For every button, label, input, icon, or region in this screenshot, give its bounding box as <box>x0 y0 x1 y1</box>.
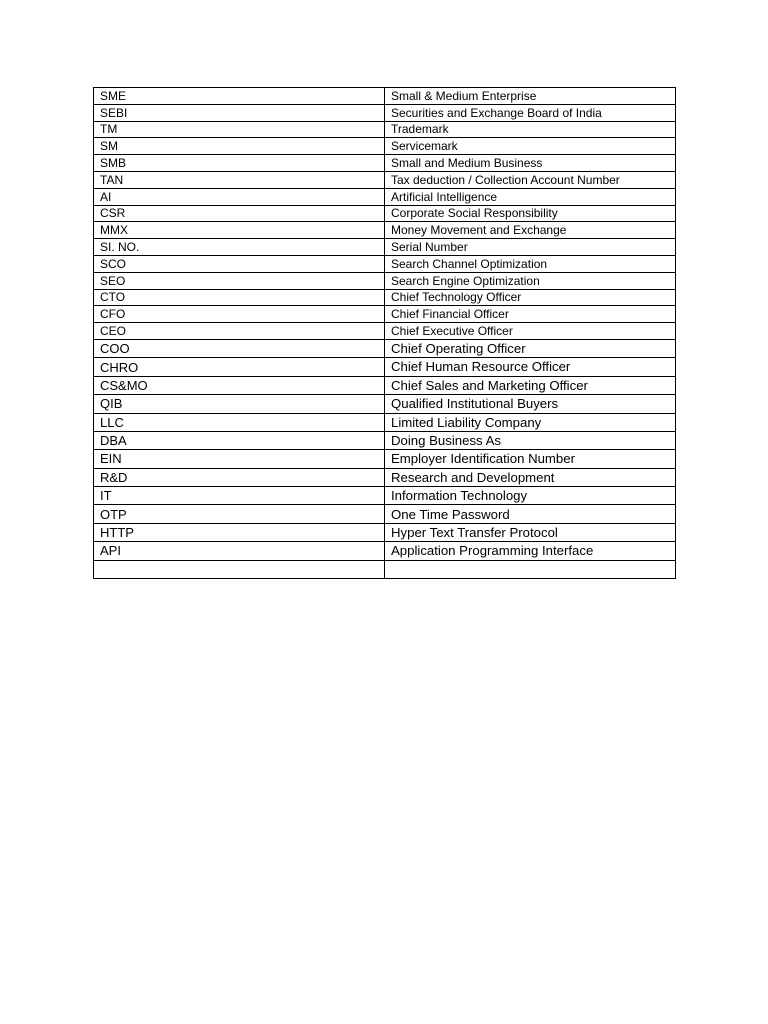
abbreviation-cell: SME <box>94 88 385 105</box>
table-row <box>94 104 676 121</box>
abbreviation-cell: SI. NO. <box>94 239 385 256</box>
meaning-cell: Doing Business As <box>385 431 676 449</box>
meaning-cell: Employer Identification Number <box>385 450 676 468</box>
table-row <box>94 413 676 431</box>
abbreviation-cell: R&D <box>94 468 385 486</box>
table-row <box>94 468 676 486</box>
table-row <box>94 542 676 560</box>
meaning-cell: Money Movement and Exchange <box>385 222 676 239</box>
meaning-cell: Chief Human Resource Officer <box>385 358 676 376</box>
table-row <box>94 121 676 138</box>
meaning-cell: One Time Password <box>385 505 676 523</box>
meaning-cell: Application Programming Interface <box>385 542 676 560</box>
table-row <box>94 395 676 413</box>
meaning-cell: Servicemark <box>385 138 676 155</box>
abbreviation-cell: SCO <box>94 255 385 272</box>
abbreviation-cell: CSR <box>94 205 385 222</box>
meaning-cell: Qualified Institutional Buyers <box>385 395 676 413</box>
abbreviation-cell: QIB <box>94 395 385 413</box>
abbreviation-cell: CTO <box>94 289 385 306</box>
table-row <box>94 306 676 323</box>
table-row <box>94 272 676 289</box>
meaning-cell: Chief Financial Officer <box>385 306 676 323</box>
abbreviations-table-body <box>94 88 676 579</box>
meaning-cell: Trademark <box>385 121 676 138</box>
abbreviation-cell: IT <box>94 487 385 505</box>
table-row <box>94 171 676 188</box>
meaning-cell: Search Channel Optimization <box>385 255 676 272</box>
abbreviation-cell: SMB <box>94 155 385 172</box>
abbreviation-cell: DBA <box>94 431 385 449</box>
abbreviation-cell: OTP <box>94 505 385 523</box>
meaning-cell: Information Technology <box>385 487 676 505</box>
meaning-cell: Small and Medium Business <box>385 155 676 172</box>
abbreviation-cell: CEO <box>94 323 385 340</box>
table-row <box>94 88 676 105</box>
table-row <box>94 255 676 272</box>
abbreviation-cell: SEBI <box>94 104 385 121</box>
meaning-cell <box>385 560 676 578</box>
table-row <box>94 239 676 256</box>
abbreviation-cell: SM <box>94 138 385 155</box>
meaning-cell: Serial Number <box>385 239 676 256</box>
table-row-empty <box>94 560 676 578</box>
meaning-cell: Chief Operating Officer <box>385 339 676 357</box>
abbreviation-cell: LLC <box>94 413 385 431</box>
table-row <box>94 155 676 172</box>
abbreviation-cell: SEO <box>94 272 385 289</box>
abbreviation-cell: AI <box>94 188 385 205</box>
abbreviation-cell: CS&MO <box>94 376 385 394</box>
meaning-cell: Chief Executive Officer <box>385 323 676 340</box>
abbreviation-cell: COO <box>94 339 385 357</box>
abbreviations-table <box>93 87 676 579</box>
table-row <box>94 323 676 340</box>
meaning-cell: Chief Sales and Marketing Officer <box>385 376 676 394</box>
abbreviation-cell <box>94 560 385 578</box>
table-row <box>94 487 676 505</box>
table-row <box>94 523 676 541</box>
meaning-cell: Search Engine Optimization <box>385 272 676 289</box>
abbreviation-cell: CHRO <box>94 358 385 376</box>
table-row <box>94 222 676 239</box>
table-row <box>94 138 676 155</box>
abbreviation-cell: TM <box>94 121 385 138</box>
table-row <box>94 376 676 394</box>
meaning-cell: Artificial Intelligence <box>385 188 676 205</box>
meaning-cell: Corporate Social Responsibility <box>385 205 676 222</box>
table-row <box>94 450 676 468</box>
meaning-cell: Small & Medium Enterprise <box>385 88 676 105</box>
abbreviation-cell: API <box>94 542 385 560</box>
table-row <box>94 289 676 306</box>
meaning-cell: Securities and Exchange Board of India <box>385 104 676 121</box>
abbreviation-cell: HTTP <box>94 523 385 541</box>
table-row <box>94 505 676 523</box>
table-row <box>94 431 676 449</box>
abbreviation-cell: CFO <box>94 306 385 323</box>
meaning-cell: Research and Development <box>385 468 676 486</box>
abbreviation-cell: MMX <box>94 222 385 239</box>
meaning-cell: Hyper Text Transfer Protocol <box>385 523 676 541</box>
meaning-cell: Tax deduction / Collection Account Number <box>385 171 676 188</box>
abbreviation-cell: EIN <box>94 450 385 468</box>
table-row <box>94 188 676 205</box>
table-row <box>94 205 676 222</box>
meaning-cell: Limited Liability Company <box>385 413 676 431</box>
table-row <box>94 339 676 357</box>
abbreviation-cell: TAN <box>94 171 385 188</box>
table-row <box>94 358 676 376</box>
meaning-cell: Chief Technology Officer <box>385 289 676 306</box>
